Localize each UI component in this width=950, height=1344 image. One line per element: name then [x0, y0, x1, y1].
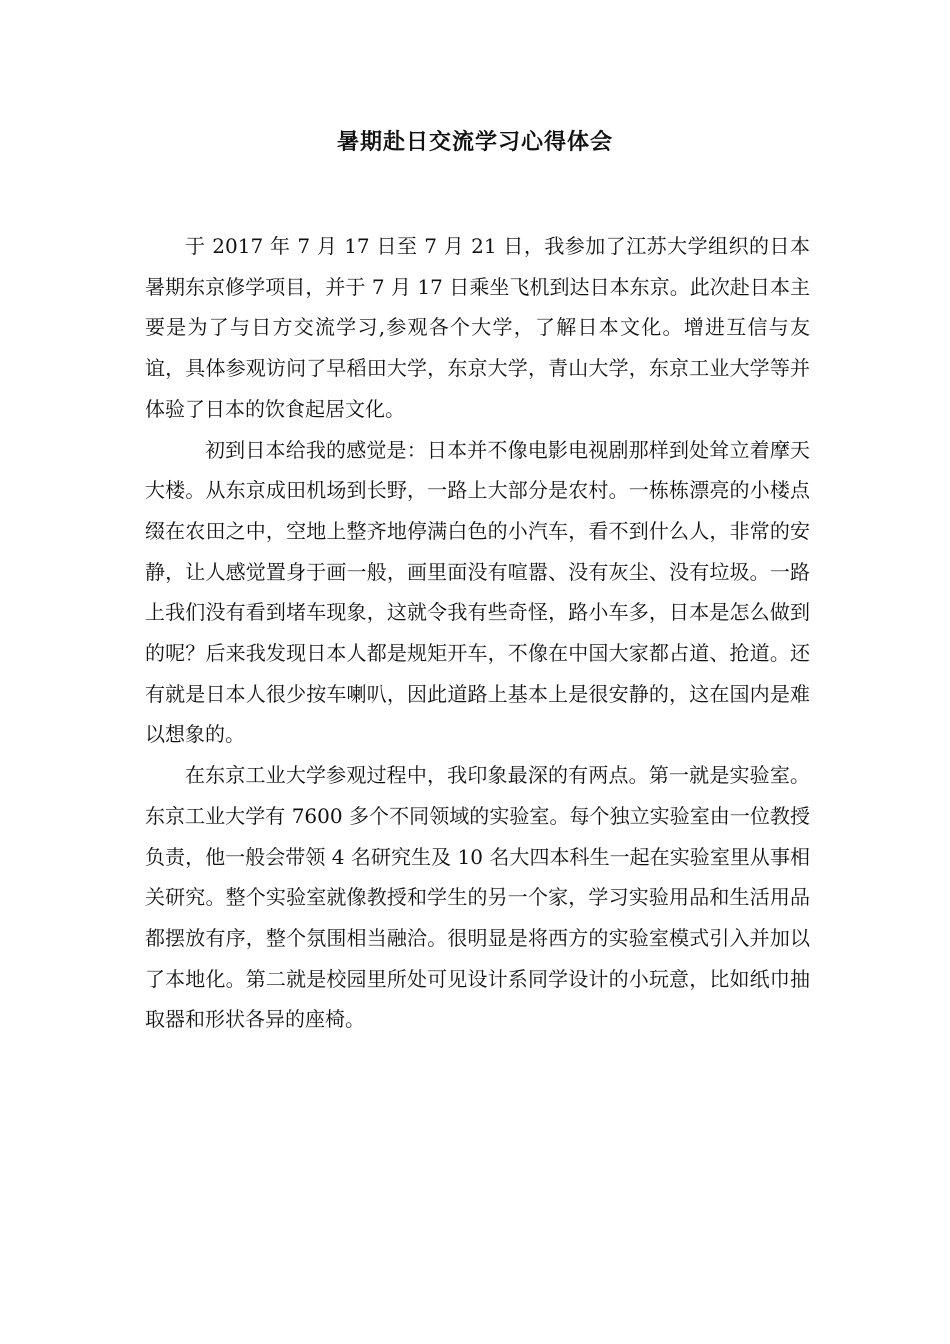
document-title: 暑期赴日交流学习心得体会 — [336, 130, 613, 155]
paragraph-tokyo-tech-visit: 在东京工业大学参观过程中，我印象最深的有两点。第一就是实验室。东京工业大学有 7600 多个不同领域的实验室。每个独立实验室由一位教授负责，他一般会带领 4 名研究生及 10 名大四本科生一起在实验室里从事相关研究。整个实验室就像教授和学生的另一个家，学习实验用品和生活用品都摆放有序，整个氛围相当融洽。很明显是将西方的实验室模式引入并加以了本地化。第二就是校园里所处可见设计系同学设计的小玩意，比如纸巾抽取器和形状各异的座椅。 — [145, 763, 810, 1032]
document-body — [145, 226, 810, 1040]
paragraph-first-impression: 初到日本给我的感觉是：日本并不像电影电视剧那样到处耸立着摩天大楼。从东京成田机场到长野，一路上大部分是农村。一栋栋漂亮的小楼点缀在农田之中，空地上整齐地停满白色的小汽车，看不到什么人，非常的安静，让人感觉置身于画一般，画里面没有喧嚣、没有灰尘、没有垃圾。一路上我们没有看到堵车现象，这就令我有些奇怪，路小车多，日本是怎么做到的呢？后来我发现日本人都是规矩开车，不像在中国大家都占道、抢道。还有就是日本人很少按车喇叭，因此道路上基本上是很安静的，这在国内是难以想象的。 — [145, 437, 810, 747]
paragraph-intro: 于 2017 年 7 月 17 日至 7 月 21 日，我参加了江苏大学组织的日本暑期东京修学项目，并于 7 月 17 日乘坐飞机到达日本东京。此次赴日本主要是为了与日方交流学习,参观各个大学，了解日本文化。增进互信与友谊，具体参观访问了早稻田大学，东京大学，青山大学，东京工业大学等并体验了日本的饮食起居文化。 — [145, 234, 810, 421]
